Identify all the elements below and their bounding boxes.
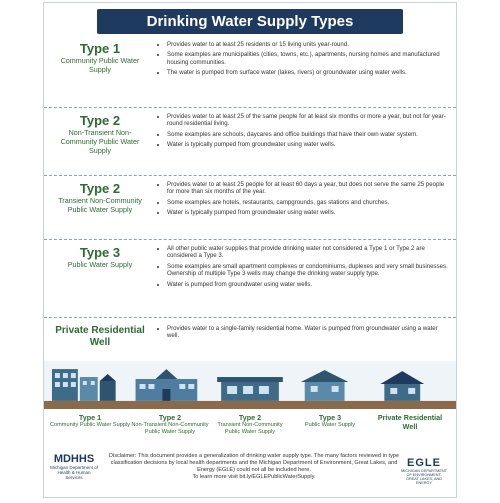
- bottom-label-title: Type 1: [78, 413, 102, 422]
- bottom-label-sub: Public Water Supply: [304, 422, 356, 428]
- egle-logo-subtext: MICHIGAN DEPARTMENT OF ENVIRONMENT, GREAT LAKES, AND ENERGY: [401, 469, 447, 485]
- mdhhs-logo: [50, 453, 98, 480]
- page-title: Drinking Water Supply Types: [97, 9, 404, 34]
- egle-logo: [400, 457, 448, 485]
- bullet: • Provides water to at least 25 of the same people for at least six months or more a year, but not for year-round residential living.: [167, 113, 448, 128]
- bullet: • Provides water to at least 25 residents or 15 living units year-round.: [167, 41, 448, 48]
- mdhhs-logo-text: MDHHS: [53, 453, 95, 465]
- egle-logo-text: EGLE: [407, 457, 441, 469]
- learn-more-link[interactable]: To learn more visit bit.ly/EGLEPublicWaterSupply.: [192, 474, 316, 480]
- bottom-label-title: Type 2: [158, 413, 182, 422]
- bullet: • Water is pumped from groundwater using water wells.: [167, 281, 448, 288]
- bullet: • The water is pumped from surface water (lakes, rivers) or groundwater using water wells.: [167, 69, 448, 76]
- bullet: • Some examples are small apartment complexes or condominiums, duplexes and very small businesses. Ownership of multiple Type 3 wells may change the drinking water supply type.: [167, 263, 448, 278]
- bottom-label-sub: Community Public Water Supply: [50, 422, 130, 428]
- row-type-sub: Community Public Water Supply: [60, 56, 140, 74]
- bullet: • Some examples are schools, daycares and office buildings that have their own water system.: [167, 131, 448, 138]
- bullet: • Some examples are hotels, restaurants, campgrounds, gas stations and churches.: [167, 199, 448, 206]
- bottom-labels: [44, 413, 456, 447]
- row-type-sub: Transient Non-Community Public Water Supply: [58, 196, 142, 214]
- row-type-label: Private Residential Well: [55, 325, 145, 348]
- divider: [44, 239, 456, 240]
- bullet: • All other public water supplies that provide drinking water not considered a Type 1 or Type 2 are considered a Type 3.: [167, 245, 448, 260]
- row-type-label: Type 3: [79, 245, 121, 260]
- title-banner: [44, 9, 456, 34]
- divider: [44, 175, 456, 176]
- bottom-label-title: Type 2: [238, 413, 262, 422]
- bottom-label-title: Private Residential Well: [377, 413, 443, 431]
- divider: [44, 107, 456, 108]
- divider: [44, 317, 456, 318]
- bottom-label-sub: Non-Transient Non-Community Public Water Supply: [131, 422, 209, 435]
- flyer: [43, 2, 457, 498]
- ground-soil: [44, 401, 456, 409]
- bottom-label-type1: [50, 413, 130, 429]
- disclaimer: [104, 453, 404, 481]
- bottom-label-type2-nontransient: [130, 413, 210, 435]
- bullet: • Some examples are municipalities (cities, towns, etc.), apartments, nursing homes and manufactured housing communities.: [167, 51, 448, 66]
- bottom-label-type2-transient: [210, 413, 290, 435]
- disclaimer-text: Disclaimer: This document provides a generalization of drinking water supply type. The many factors reviewed in type classification decisions by local health departments and the Michigan Department of Environment, Great Lakes, and Energy (EGLE) could not all be included here.: [108, 453, 400, 473]
- bullet: • Water is typically pumped from groundwater using water wells.: [167, 141, 448, 148]
- row-type-label: Type 1: [79, 41, 121, 56]
- row-type-sub: Public Water Supply: [67, 260, 133, 269]
- bullet: • Provides water to a single-family residential home. Water is pumped from groundwater using a water well.: [167, 325, 448, 340]
- bottom-label-type3: [290, 413, 370, 429]
- row-type-label: Type 2: [79, 181, 121, 196]
- bottom-label-private: [370, 413, 450, 431]
- bottom-label-sub: Transient Non-Community Public Water Supply: [217, 422, 283, 435]
- footer: [44, 451, 456, 497]
- mdhhs-logo-subtext: Michigan Department of Health & Human Services: [50, 465, 98, 480]
- row-type-label: Type 2: [79, 113, 121, 128]
- restaurant-building-icon: [217, 377, 283, 401]
- bottom-label-title: Type 3: [318, 413, 342, 422]
- row-type-sub: Non-Transient Non-Community Public Water Supply: [60, 128, 140, 155]
- bullet: • Provides water to at least 25 people for at least 60 days a year, but does not serve the same 25 people for more than six months of the year.: [167, 181, 448, 196]
- bullet: • Water is typically pumped from groundwater using water wells.: [167, 209, 448, 216]
